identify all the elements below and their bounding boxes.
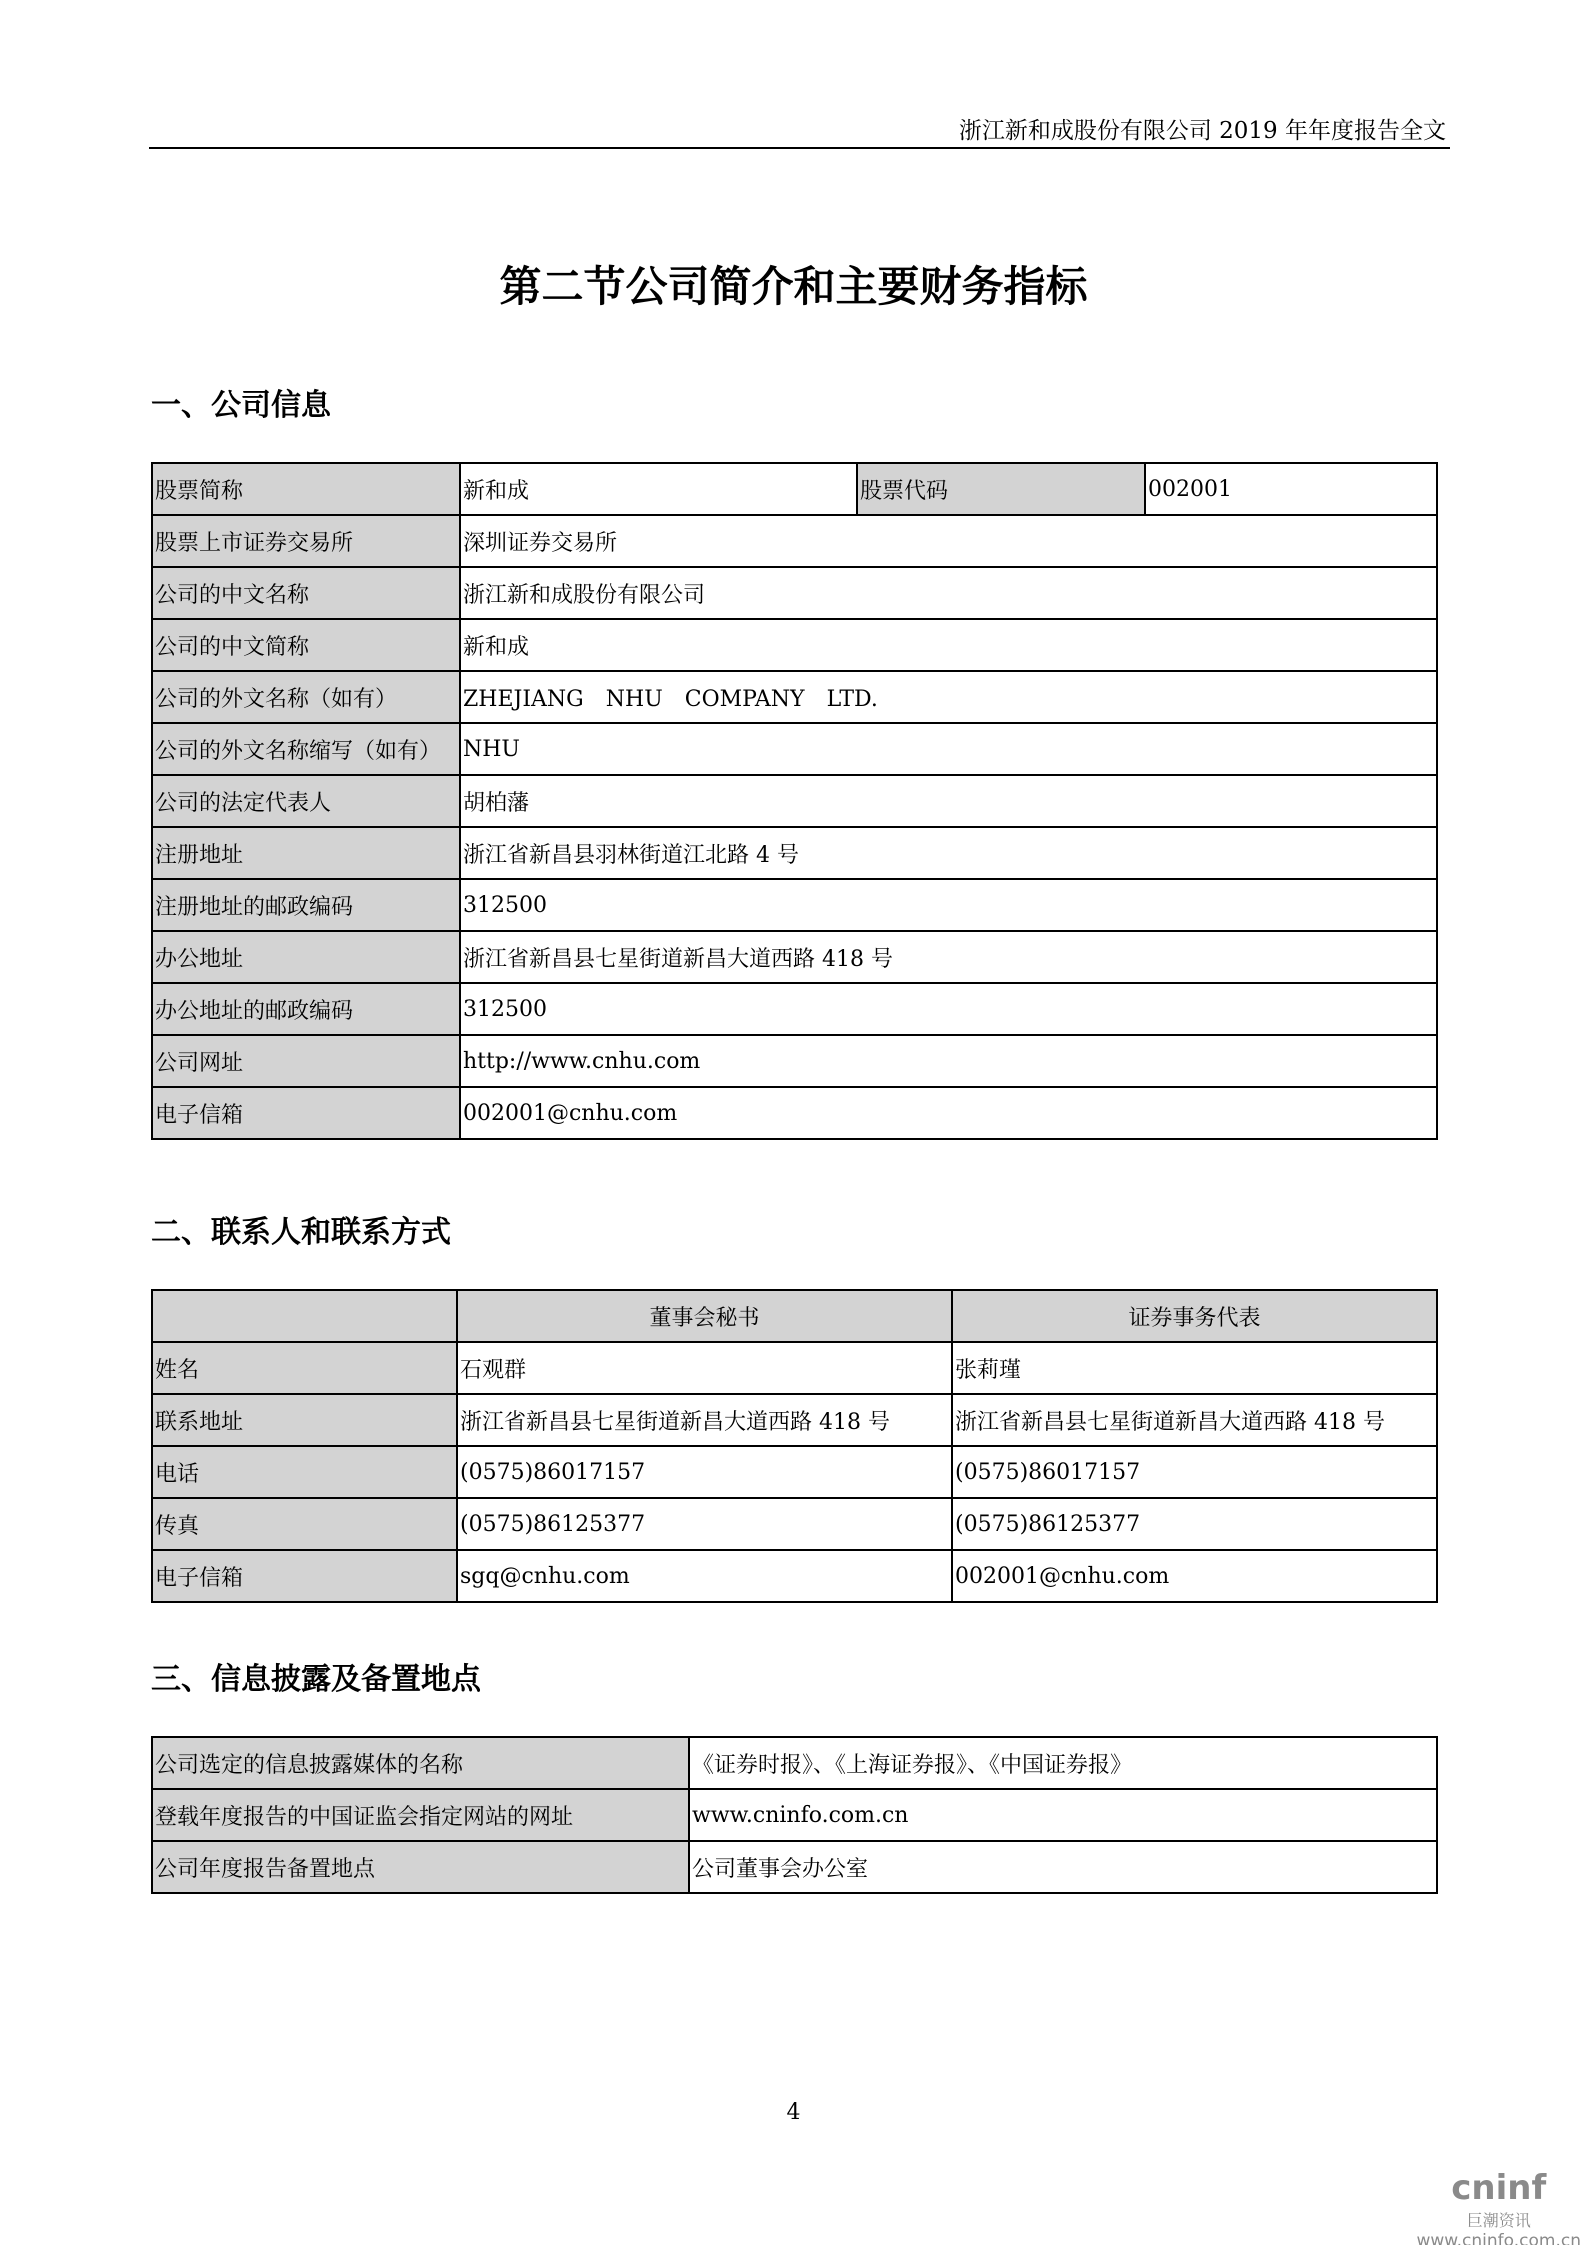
label-cell: 公司网址 <box>152 1035 460 1087</box>
value-cell: 浙江省新昌县七星街道新昌大道西路 418 号 <box>460 931 1437 983</box>
value-cell: www.cninfo.com.cn <box>689 1789 1437 1841</box>
company-info-table <box>151 462 1438 1140</box>
table-header-row <box>152 1290 1437 1342</box>
table-row <box>152 1550 1437 1602</box>
label-cell: 公司的中文名称 <box>152 567 460 619</box>
label-cell: 办公地址 <box>152 931 460 983</box>
value-cell: 浙江省新昌县七星街道新昌大道西路 418 号 <box>457 1394 952 1446</box>
label-cell: 股票简称 <box>152 463 460 515</box>
label-cell: 股票代码 <box>857 463 1145 515</box>
table-row <box>152 1737 1437 1789</box>
value-cell: sgq@cnhu.com <box>457 1550 952 1602</box>
value-cell: 《证券时报》、《上海证券报》、《中国证券报》 <box>689 1737 1437 1789</box>
table-row <box>152 515 1437 567</box>
label-cell: 办公地址的邮政编码 <box>152 983 460 1035</box>
label-cell: 注册地址 <box>152 827 460 879</box>
value-cell: (0575)86017157 <box>952 1446 1437 1498</box>
watermark-url: www.cninfo.com.cn <box>1416 2231 1581 2245</box>
table-row <box>152 1789 1437 1841</box>
value-cell: 浙江新和成股份有限公司 <box>460 567 1437 619</box>
label-cell: 联系地址 <box>152 1394 457 1446</box>
table-row <box>152 1394 1437 1446</box>
watermark-cn: 巨潮资讯 <box>1466 2211 1531 2230</box>
table-row <box>152 1841 1437 1893</box>
value-cell: 深圳证券交易所 <box>460 515 1437 567</box>
value-cell: 002001@cnhu.com <box>460 1087 1437 1139</box>
value-cell: 新和成 <box>460 463 857 515</box>
table-row <box>152 1035 1437 1087</box>
table-row <box>152 827 1437 879</box>
page-number: 4 <box>786 2100 801 2125</box>
value-cell: 浙江省新昌县七星街道新昌大道西路 418 号 <box>952 1394 1437 1446</box>
label-cell: 公司年度报告备置地点 <box>152 1841 689 1893</box>
heading-disclosure: 三、信息披露及备置地点 <box>151 1662 481 1697</box>
header-cell: 董事会秘书 <box>457 1290 952 1342</box>
table-row <box>152 463 1437 515</box>
value-cell: ZHEJIANG NHU COMPANY LTD. <box>460 671 1437 723</box>
table-row <box>152 775 1437 827</box>
section-title: 第二节公司简介和主要财务指标 <box>499 262 1088 311</box>
table-row <box>152 879 1437 931</box>
disclosure-table <box>151 1736 1438 1894</box>
running-header: 浙江新和成股份有限公司 2019 年年度报告全文 <box>958 118 1446 144</box>
cninfo-watermark <box>1417 2168 1582 2245</box>
table-row <box>152 723 1437 775</box>
value-cell: 002001@cnhu.com <box>952 1550 1437 1602</box>
label-cell: 公司的中文简称 <box>152 619 460 671</box>
value-cell: 312500 <box>460 879 1437 931</box>
value-cell: 张莉瑾 <box>952 1342 1437 1394</box>
value-cell: NHU <box>460 723 1437 775</box>
label-cell: 姓名 <box>152 1342 457 1394</box>
value-cell: 浙江省新昌县羽林街道江北路 4 号 <box>460 827 1437 879</box>
label-cell: 电话 <box>152 1446 457 1498</box>
header-rule <box>149 147 1450 149</box>
value-cell: (0575)86125377 <box>952 1498 1437 1550</box>
value-cell: 312500 <box>460 983 1437 1035</box>
label-cell: 电子信箱 <box>152 1550 457 1602</box>
table-row <box>152 671 1437 723</box>
header-cell: 证券事务代表 <box>952 1290 1437 1342</box>
table-row <box>152 1342 1437 1394</box>
label-cell: 公司选定的信息披露媒体的名称 <box>152 1737 689 1789</box>
label-cell: 公司的法定代表人 <box>152 775 460 827</box>
label-cell: 传真 <box>152 1498 457 1550</box>
label-cell: 登载年度报告的中国证监会指定网站的网址 <box>152 1789 689 1841</box>
table-row <box>152 1087 1437 1139</box>
table-row <box>152 931 1437 983</box>
watermark-logo: cninf <box>1451 2168 1547 2208</box>
label-cell: 注册地址的邮政编码 <box>152 879 460 931</box>
heading-company-info: 一、公司信息 <box>151 388 331 423</box>
heading-contacts: 二、联系人和联系方式 <box>151 1215 451 1250</box>
label-cell: 公司的外文名称缩写（如有） <box>152 723 460 775</box>
value-cell: 胡柏藩 <box>460 775 1437 827</box>
value-cell: 石观群 <box>457 1342 952 1394</box>
value-cell: (0575)86125377 <box>457 1498 952 1550</box>
value-cell: 新和成 <box>460 619 1437 671</box>
value-cell: (0575)86017157 <box>457 1446 952 1498</box>
table-row <box>152 983 1437 1035</box>
value-cell: 002001 <box>1145 463 1437 515</box>
table-row <box>152 1498 1437 1550</box>
table-row <box>152 1446 1437 1498</box>
value-cell: http://www.cnhu.com <box>460 1035 1437 1087</box>
value-cell: 公司董事会办公室 <box>689 1841 1437 1893</box>
contacts-table <box>151 1289 1438 1603</box>
table-row <box>152 619 1437 671</box>
label-cell: 电子信箱 <box>152 1087 460 1139</box>
table-row <box>152 567 1437 619</box>
header-cell-empty <box>152 1290 457 1342</box>
label-cell: 股票上市证券交易所 <box>152 515 460 567</box>
label-cell: 公司的外文名称（如有） <box>152 671 460 723</box>
